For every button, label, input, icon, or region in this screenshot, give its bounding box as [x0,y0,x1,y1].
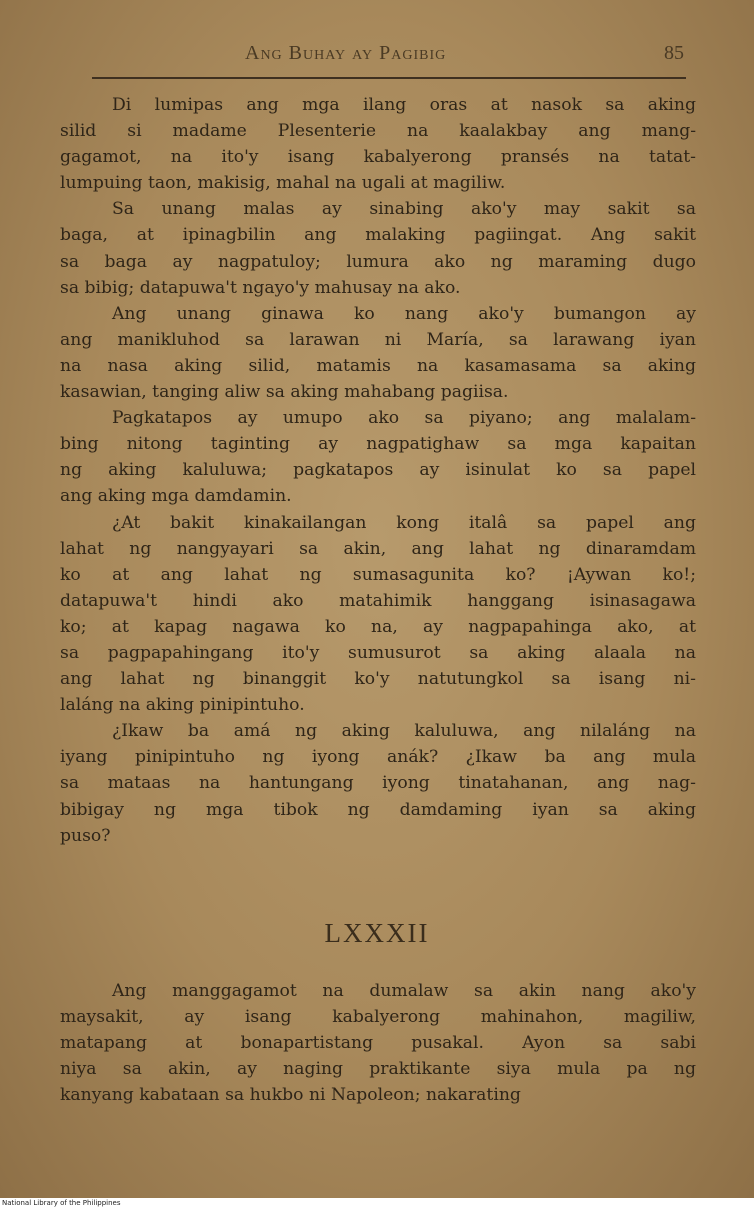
text-line: Ang manggagamot na dumalaw sa akin nang ako'y [112,981,696,1001]
text-line: sa bibig; datapuwa't ngayo'y mahusay na ako. [60,277,461,298]
text-line: ng aking kaluluwa; pagkatapos ay isinulat ko sa papel [60,460,696,481]
text-line: baga, at ipinagbilin ang malaking pagiingat. Ang sakit [60,225,696,246]
header-rule [92,77,686,79]
body-text-after-chapter [60,978,696,1108]
text-line: sa baga ay nagpatuloy; lumura ako ng maraming dugo [60,251,696,272]
text-line: sa pagpapahingang ito'y sumusurot sa aking alaala na [60,642,696,663]
library-credit: National Library of the Philippines [2,1199,121,1207]
page-number: 85 [664,42,684,64]
text-line: ¿At bakit kinakailangan kong italâ sa papel ang [112,512,696,533]
text-line: bing nitong taginting ay nagpatighaw sa mga kapaitan [60,434,696,455]
text-line: ang manikluhod sa larawan ni María, sa larawang iyan [60,329,696,350]
text-line: ¿Ikaw ba amá ng aking kaluluwa, ang nilaláng na [112,721,696,742]
text-line: ang lahat ng binanggit ko'y natutungkol sa isang ni- [60,669,696,690]
text-line: Pagkatapos ay umupo ako sa piyano; ang malalam- [112,408,696,429]
text-line: iyang pinipintuho ng iyong anák? ¿Ikaw ba ang mula [60,747,696,768]
text-line: gagamot, na ito'y isang kabalyerong pransés na tatat- [60,147,696,168]
text-line: niya sa akin, ay naging praktikante siya mula pa ng [60,1059,696,1080]
chapter-heading: LXXXII [324,918,430,948]
text-line: bibigay ng mga tibok ng damdaming iyan sa aking [60,799,696,820]
text-line: ko; at kapag nagawa ko na, ay nagpapahinga ako, at [60,616,696,637]
text-line: Ang unang ginawa ko nang ako'y bumangon ay [112,303,696,324]
footer-bar [0,1198,754,1208]
text-line: Sa unang malas ay sinabing ako'y may sakit sa [112,199,696,220]
text-line: ko at ang lahat ng sumasagunita ko? ¡Aywan ko!; [60,564,696,585]
text-line: kanyang kabataan sa hukbo ni Napoleon; nakarating [60,1085,521,1106]
text-line: matapang at bonapartistang pusakal. Ayon sa sabi [60,1033,696,1054]
running-head-title: Ang Buhay ay Pagibig [245,42,447,64]
text-line: puso? [60,825,111,846]
text-line: Di lumipas ang mga ilang oras at nasok sa aking [112,95,696,115]
text-line: lumpuing taon, makisig, mahal na ugali at magiliw. [60,173,506,194]
text-line: maysakit, ay isang kabalyerong mahinahon, magiliw, [60,1007,696,1028]
text-line: lahat ng nangyayari sa akin, ang lahat ng dinaramdam [60,538,696,559]
body-text-before-chapter [60,92,696,849]
text-line: kasawian, tanging aliw sa aking mahabang pagiisa. [60,382,509,403]
text-line: silid si madame Plesenterie na kaalakbay ang mang- [60,121,696,142]
running-head [0,38,754,68]
text-line: datapuwa't hindi ako matahimik hanggang isinasagawa [60,590,696,611]
text-line: sa mataas na hantungang iyong tinatahanan, ang nag- [60,773,696,794]
text-line: ang aking mga damdamin. [60,486,292,507]
text-line: na nasa aking silid, matamis na kasamasama sa aking [60,355,696,376]
text-line: laláng na aking pinipintuho. [60,695,305,716]
